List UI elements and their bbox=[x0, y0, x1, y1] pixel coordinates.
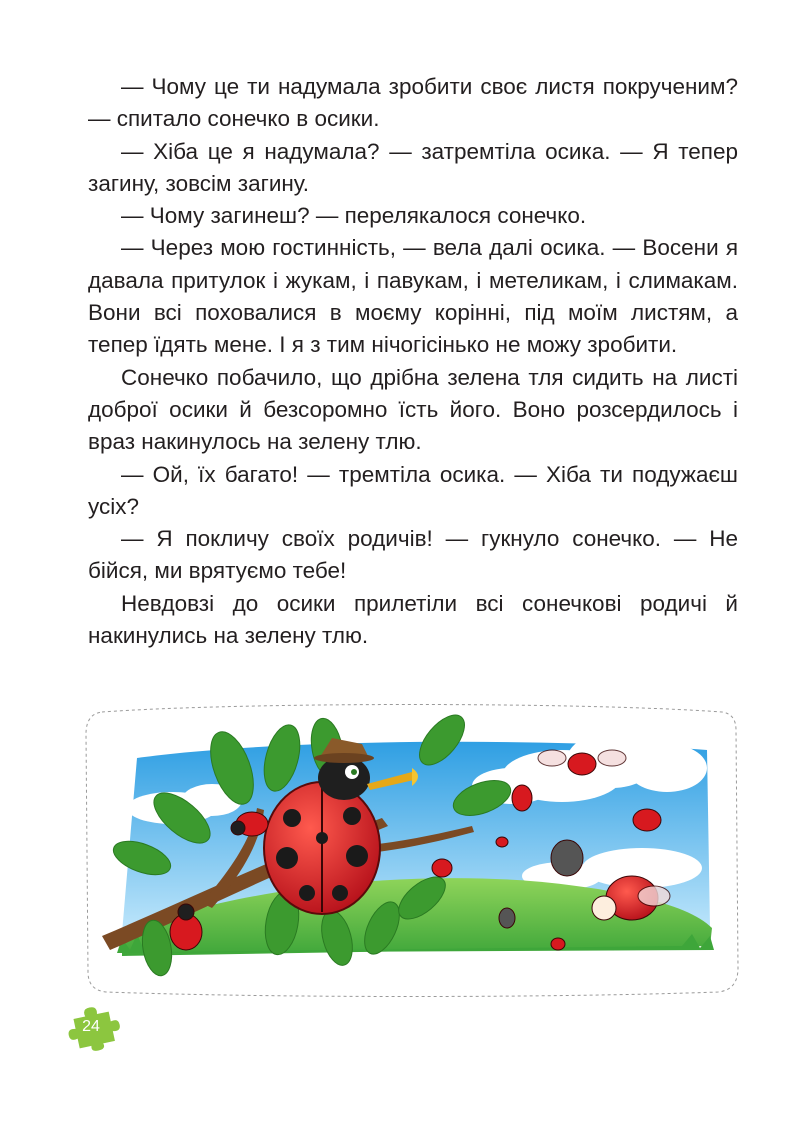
paragraph: Невдовзі до осики прилетіли всі сонечкові родичі й накинулись на зелену тлю. bbox=[88, 590, 738, 649]
paragraph: — Я покличу своїх родичів! — гукнуло сонечко. — Не бійся, ми врятуємо тебе! bbox=[88, 526, 738, 584]
paragraph: — Через мою гостинність, — вела далі осика. — Восени я давала притулок і жукам, і павукам, і метеликам, і слимакам. Вони всі поховалися в моєму корінні, під моїм листям, а тепер їдять мене. І я з тим нічогісінько не можу зробити. bbox=[88, 235, 738, 358]
paragraph: — Ой, їх багато! — тремтіла осика. — Хіба ти подужаєш усіх? bbox=[88, 461, 738, 519]
paragraph: Сонечко побачило, що дрібна зелена тля сидить на листі доброї осики й безсоромно їсть його. Воно розсердилось і враз накинулось на зелену тлю. bbox=[88, 364, 738, 455]
story-text bbox=[88, 71, 738, 652]
ladybugs-illustration bbox=[82, 698, 742, 1003]
page-number: 24 bbox=[82, 1018, 100, 1035]
paragraph: — Чому загинеш? — перелякалося сонечко. bbox=[121, 203, 587, 229]
paragraph: — Чому це ти надумала зробити своє листя покрученим?— спитало сонечко в осики. bbox=[88, 74, 738, 132]
paragraph: — Хіба це я надумала? — затремтіла осика. — Я тепер загину, зовсім загину. bbox=[88, 138, 738, 196]
